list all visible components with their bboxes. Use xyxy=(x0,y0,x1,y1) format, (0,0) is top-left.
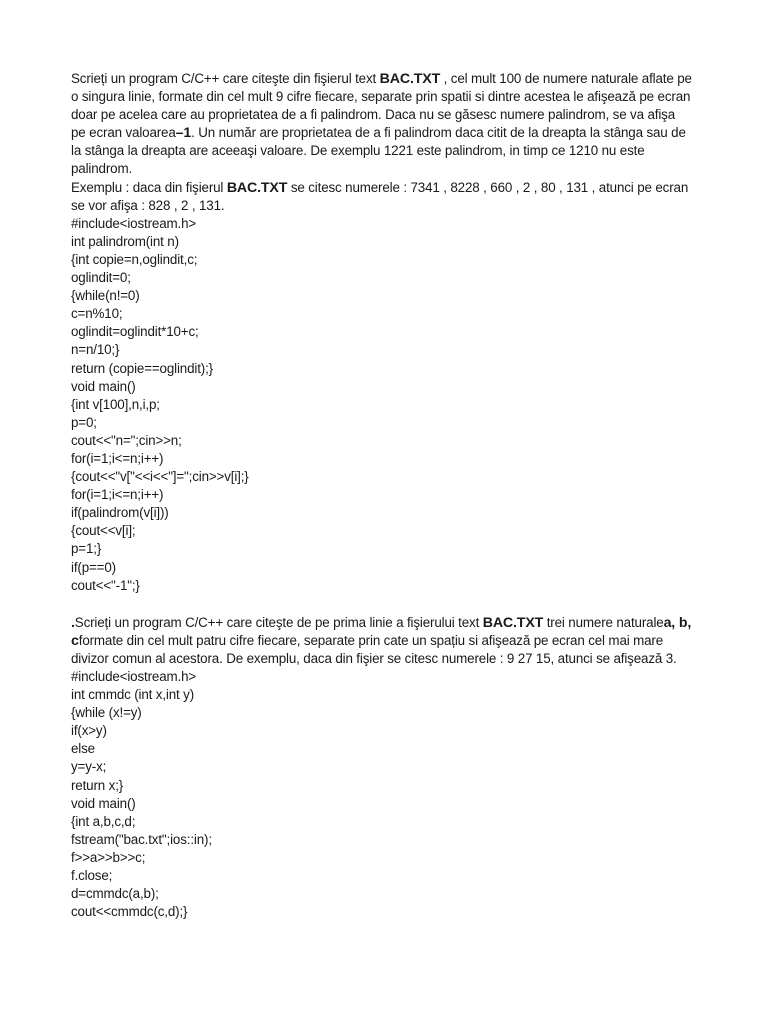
file-name: BAC.TXT xyxy=(226,179,288,196)
bullet-dot: . xyxy=(71,614,75,631)
problem1-example xyxy=(71,179,693,215)
code-line: {cout<<"v["<<i<<"]=";cin>>v[i];} xyxy=(71,469,249,485)
code-line: p=1;} xyxy=(71,541,102,557)
code-line: y=y-x; xyxy=(71,759,107,775)
code-line: int palindrom(int n) xyxy=(71,233,179,249)
code-line: {int v[100],n,i,p; xyxy=(71,396,160,412)
code-line: return x;} xyxy=(71,777,124,793)
code-line: if(x>y) xyxy=(71,723,107,739)
code-line: void main() xyxy=(71,378,136,394)
code-line: fstream("bac.txt";ios::in); xyxy=(71,831,212,847)
code-line: cout<<cmmdc(c,d);} xyxy=(71,904,188,920)
code-line: {cout<<v[i]; xyxy=(71,523,136,539)
code-line: p=0; xyxy=(71,414,97,430)
example-text: Exemplu : daca din fişierul xyxy=(71,179,227,195)
code-line: oglindit=oglindit*10+c; xyxy=(71,324,199,340)
file-name: BAC.TXT xyxy=(379,71,441,87)
code-line: void main() xyxy=(71,795,136,811)
code-line: if(p==0) xyxy=(71,559,116,575)
code-line: #include<iostream.h> xyxy=(71,669,197,684)
code-line: for(i=1;i<=n;i++) xyxy=(71,450,164,466)
code-line: f.close; xyxy=(71,868,113,884)
code-line: c=n%10; xyxy=(71,306,123,322)
code-line: {int copie=n,oglindit,c; xyxy=(71,251,198,267)
statement-text: trei numere naturale xyxy=(543,614,664,630)
code-line: return (copie==oglindit);} xyxy=(71,360,213,376)
code-line: cout<<"-1";} xyxy=(71,577,140,593)
statement-text: Scrieți un program C/C++ care citeşte de pe prima linie a fişierului text xyxy=(74,614,483,630)
code-line: d=cmmdc(a,b); xyxy=(71,886,159,902)
code-line: else xyxy=(71,741,95,757)
code-line: f>>a>>b>>c; xyxy=(71,849,146,865)
statement-text: , cel mult 100 de numere naturale aflate pe o singura linie, formate din cel mult 9 cifre fiecare, separate prin spatii si dintre acestea le afişează pe ecran doar pe acelea care au proprietatea de a fi palindrom. Daca nu se găsesc numere palindrom, se va afişa pe ecran valoarea xyxy=(71,71,692,141)
code-line: #include<iostream.h> xyxy=(71,215,197,231)
statement-text: formate din cel mult patru cifre fiecare, separate prin cate un spațiu si afişează pe ecran cel mai mare divizor comun al acestora. De exemplu, daca din fişier se citesc numerele : 9 27 15, atunci se afişează 3. xyxy=(71,632,677,666)
file-name: BAC.TXT xyxy=(482,614,544,631)
code-line: int cmmdc (int x,int y) xyxy=(71,687,195,703)
statement-text: . Un număr are proprietatea de a fi palindrom daca citit de la dreapta la stânga sau de la stânga la dreapta are aceeaşi valoare. De exemplu 1221 este palindrom, in timp ce 1210 nu este palindrom. xyxy=(71,125,686,177)
problem1-code xyxy=(71,215,693,595)
problem1-statement xyxy=(71,70,693,179)
code-line: n=n/10;} xyxy=(71,342,120,358)
code-line: {while (x!=y) xyxy=(71,705,142,721)
code-line: cout<<"n=";cin>>n; xyxy=(71,432,182,448)
problem2-statement xyxy=(71,614,693,668)
document-page xyxy=(71,70,693,921)
code-line: {int a,b,c,d; xyxy=(71,813,136,829)
variable-names: a, b, c xyxy=(71,614,692,649)
statement-text: Scrieți un program C/C++ care citeşte din fişierul text xyxy=(71,71,380,86)
code-line: oglindit=0; xyxy=(71,270,131,286)
return-value: –1 xyxy=(175,125,192,142)
problem2-code xyxy=(71,668,693,921)
code-line: {while(n!=0) xyxy=(71,288,140,304)
code-line: if(palindrom(v[i])) xyxy=(71,505,169,521)
code-line: for(i=1;i<=n;i++) xyxy=(71,487,164,503)
section-gap xyxy=(71,595,693,614)
example-text: se citesc numerele : 7341 , 8228 , 660 , 2 , 80 , 131 , atunci pe ecran se vor afişa : 828 , 2 , 131. xyxy=(71,179,689,213)
